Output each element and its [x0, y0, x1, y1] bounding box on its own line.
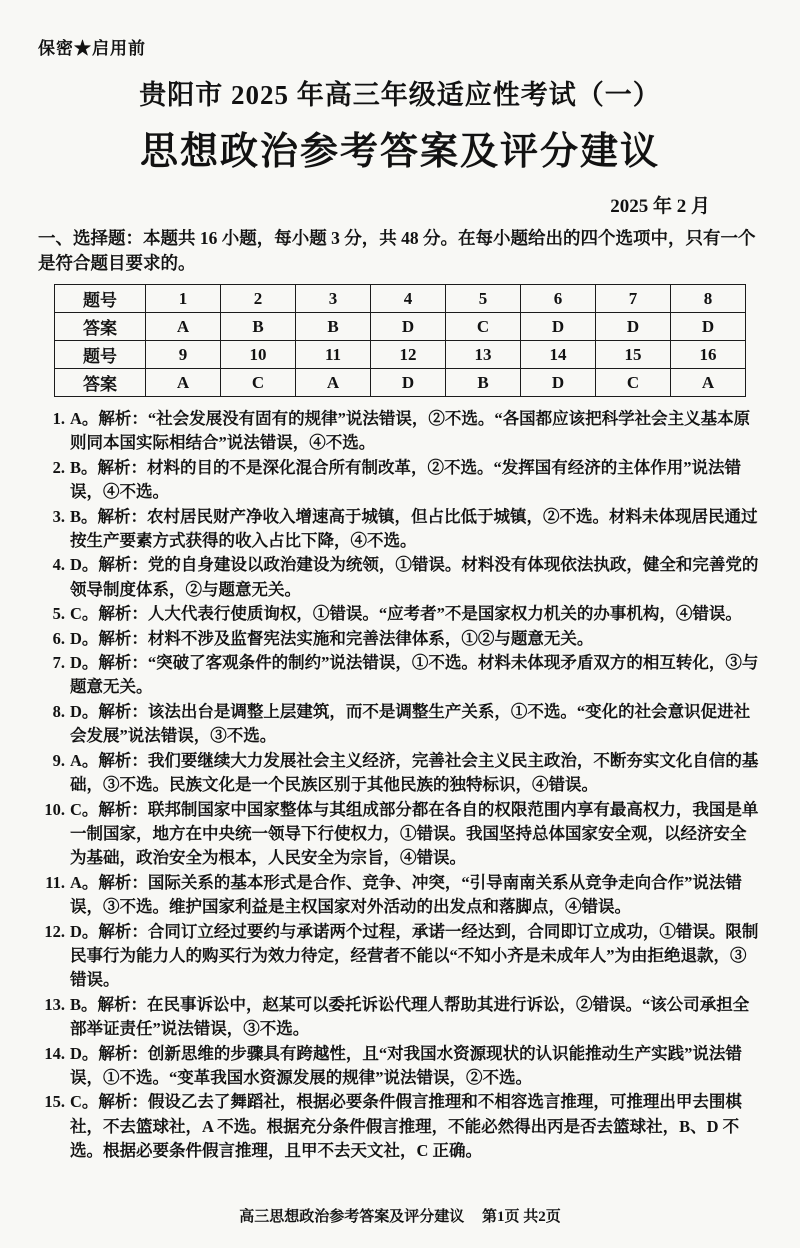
exam-title: 贵阳市 2025 年高三年级适应性考试（一） — [139, 80, 661, 110]
table-cell: 12 — [371, 341, 446, 369]
table-cell: B — [446, 369, 521, 397]
item-text: C。解析：人大代表行使质询权，①错误。“应考者”不是国家权力机关的办事机构，④错误。 — [70, 604, 742, 624]
item-number: 1. — [52, 409, 65, 428]
page-footer — [0, 1205, 800, 1226]
explanation-item — [38, 627, 762, 651]
item-number: 8. — [52, 701, 65, 721]
table-cell: 10 — [221, 341, 296, 369]
table-cell: 9 — [146, 341, 221, 369]
explanation-item — [38, 602, 762, 626]
item-text: A。解析：“社会发展没有固有的规律”说法错误，②不选。“各国都应该把科学社会主义基本原则同本国实际相结合”说法错误，④不选。 — [70, 409, 751, 453]
explanation-item — [38, 407, 762, 456]
footer-page-info: 第1页 共2页 — [482, 1209, 561, 1225]
item-text: A。解析：我们要继续大力发展社会主义经济，完善社会主义民主政治，不断夯实文化自信的基础，③不选。民族文化是一个民族区别于其他民族的独特标识，④错误。 — [70, 750, 759, 795]
item-text: B。解析：在民事诉讼中，赵某可以委托诉讼代理人帮助其进行诉讼，②错误。“该公司承担全部举证责任”说法错误，③不选。 — [70, 994, 750, 1039]
item-number: 9. — [52, 750, 65, 770]
explanation-item — [38, 920, 762, 993]
table-cell: A — [296, 369, 371, 397]
table-cell: C — [446, 313, 521, 341]
item-text: B。解析：农村居民财产净收入增速高于城镇，但占比低于城镇，②不选。材料未体现居民通过按生产要素方式获得的收入占比下降，④不选。 — [70, 506, 758, 551]
table-cell: 4 — [371, 285, 446, 313]
table-cell: B — [296, 313, 371, 341]
explanation-item — [38, 1090, 762, 1163]
item-text: D。解析：创新思维的步骤具有跨越性，且“对我国水资源现状的认识能推动生产实践”说法错误，①不选。“变革我国水资源发展的规律”说法错误，②不选。 — [70, 1043, 742, 1087]
item-number: 15. — [44, 1092, 65, 1112]
table-cell: D — [521, 369, 596, 397]
item-number: 3. — [52, 506, 65, 526]
table-cell: 16 — [671, 341, 746, 369]
table-row — [55, 341, 746, 369]
table-cell: D — [521, 313, 596, 341]
explanations-list — [38, 407, 762, 1164]
explanation-item — [38, 1042, 762, 1091]
table-cell: A — [146, 369, 221, 397]
item-number: 13. — [44, 994, 65, 1014]
explanation-item — [38, 798, 762, 871]
table-cell: 8 — [671, 285, 746, 313]
item-text: D。解析：该法出台是调整上层建筑，而不是调整生产关系，①不选。“变化的社会意识促进社会发展”说法错误，③不选。 — [70, 701, 751, 746]
table-cell: C — [596, 369, 671, 397]
item-number: 12. — [44, 921, 65, 941]
item-text: A。解析：国际关系的基本形式是合作、竞争、冲突，“引导南南关系从竞争走向合作”说法错误，③不选。维护国家利益是主权国家对外活动的出发点和落脚点，④错误。 — [70, 872, 742, 917]
table-cell: D — [596, 313, 671, 341]
table-cell: B — [221, 313, 296, 341]
table-cell: 11 — [296, 341, 371, 369]
item-text: C。解析：联邦制国家中国家整体与其组成部分都在各自的权限范围内享有最高权力，我国是单一制国家，地方在中央统一领导下行使权力，①错误。我国坚持总体国家安全观，以经济安全为基础，政治安全为根本，人民安全为宗旨，④错误。 — [70, 799, 759, 868]
table-cell: A — [671, 369, 746, 397]
table-cell: 答案 — [55, 313, 146, 341]
table-row — [55, 369, 746, 397]
table-cell: D — [371, 369, 446, 397]
table-row — [55, 285, 746, 313]
answer-table — [54, 284, 746, 397]
table-cell: A — [146, 313, 221, 341]
item-number: 2. — [52, 457, 65, 477]
table-row — [55, 313, 746, 341]
table-cell: D — [371, 313, 446, 341]
exam-date: 2025 年 2 月 — [610, 196, 710, 217]
item-text: D。解析：合同订立经过要约与承诺两个过程，承诺一经达到，合同即订立成功，①错误。限制民事行为能力人的购买行为效力待定，经营者不能以“不知小齐是未成年人”为由拒绝退款，③错误。 — [70, 921, 759, 990]
table-cell: 答案 — [55, 369, 146, 397]
item-text: B。解析：材料的目的不是深化混合所有制改革，②不选。“发挥国有经济的主体作用”说法错误，④不选。 — [70, 457, 742, 502]
item-number: 14. — [44, 1043, 65, 1063]
explanation-item — [38, 553, 762, 602]
section-one-intro: 一、选择题：本题共 16 小题，每小题 3 分，共 48 分。在每小题给出的四个选项中，只有一个是符合题目要求的。 — [38, 228, 756, 273]
table-cell: 2 — [221, 285, 296, 313]
table-cell: 5 — [446, 285, 521, 313]
table-cell: 1 — [146, 285, 221, 313]
item-number: 11. — [45, 872, 65, 892]
table-cell: 15 — [596, 341, 671, 369]
item-text: C。解析：假设乙去了舞蹈社，根据必要条件假言推理和不相容选言推理，可推理出甲去围棋社，不去篮球社，A 不选。根据充分条件假言推理，不能必然得出丙是否去篮球社，B、D 不选。根据必要条件假言推理，且甲不去天文社，C 正确。 — [70, 1092, 742, 1161]
item-text: D。解析：材料不涉及监督宪法实施和完善法律体系，①②与题意无关。 — [70, 628, 594, 648]
table-cell: 14 — [521, 341, 596, 369]
explanation-item — [38, 651, 762, 700]
item-number: 7. — [52, 653, 65, 673]
table-cell: C — [221, 369, 296, 397]
item-number: 10. — [44, 799, 65, 819]
explanation-item — [38, 456, 762, 505]
explanation-item — [38, 749, 762, 798]
table-cell: 3 — [296, 285, 371, 313]
explanation-item — [38, 505, 762, 554]
table-cell: 7 — [596, 285, 671, 313]
footer-doc-label: 高三思想政治参考答案及评分建议 — [239, 1209, 465, 1225]
item-number: 4. — [52, 555, 65, 575]
table-cell: 题号 — [55, 285, 146, 313]
table-cell: D — [671, 313, 746, 341]
explanation-item — [38, 700, 762, 749]
table-cell: 6 — [521, 285, 596, 313]
item-text: D。解析：党的自身建设以政治建设为统领，①错误。材料没有体现依法执政，健全和完善党的领导制度体系，②与题意无关。 — [70, 555, 759, 599]
table-cell: 13 — [446, 341, 521, 369]
table-cell: 题号 — [55, 341, 146, 369]
item-number: 5. — [52, 604, 65, 624]
explanation-item — [38, 993, 762, 1042]
page-title: 思想政治参考答案及评分建议 — [139, 131, 660, 173]
explanation-item — [38, 871, 762, 920]
security-notice: 保密★启用前 — [38, 39, 146, 58]
item-text: D。解析：“突破了客观条件的制约”说法错误，①不选。材料未体现矛盾双方的相互转化，③与题意无关。 — [70, 653, 759, 697]
item-number: 6. — [52, 628, 65, 648]
